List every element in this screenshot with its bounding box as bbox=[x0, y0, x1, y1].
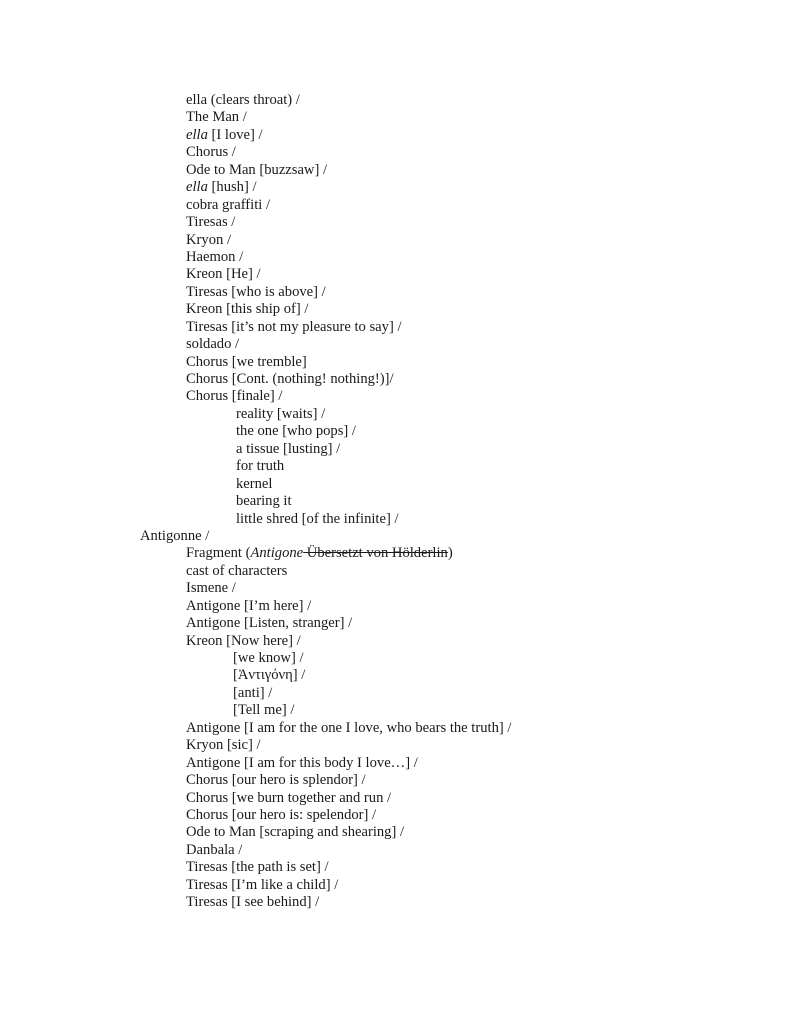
list-item bbox=[0, 336, 791, 353]
list-item bbox=[0, 807, 791, 824]
list-item bbox=[0, 877, 791, 894]
list-item bbox=[0, 772, 791, 789]
item-text: Haemon / bbox=[186, 248, 244, 265]
list-item bbox=[0, 388, 791, 405]
item-text: Kreon [He] / bbox=[186, 266, 261, 283]
item-text: Chorus / bbox=[186, 144, 236, 161]
item-text: Antigonne / bbox=[140, 527, 210, 544]
item-text: Chorus [we tremble] bbox=[186, 353, 307, 370]
item-text: Ode to Man [scraping and shearing] / bbox=[186, 824, 405, 841]
list-subitem bbox=[0, 685, 791, 702]
list-subitem bbox=[0, 650, 791, 667]
item-text: little shred [of the infinite] / bbox=[236, 510, 399, 527]
item-text: [hush] / bbox=[207, 179, 257, 196]
list-item bbox=[0, 214, 791, 231]
item-italic: ella bbox=[186, 179, 208, 196]
list-item bbox=[0, 755, 791, 772]
contents-list bbox=[0, 92, 791, 912]
item-text: Kreon [Now here] / bbox=[186, 632, 301, 649]
list-item bbox=[0, 580, 791, 597]
item-text: the one [who pops] / bbox=[236, 423, 356, 440]
list-item bbox=[0, 354, 791, 371]
list-item bbox=[0, 824, 791, 841]
list-item bbox=[0, 615, 791, 632]
list-item bbox=[0, 545, 791, 562]
list-item bbox=[0, 179, 791, 196]
list-item bbox=[0, 301, 791, 318]
list-item bbox=[0, 598, 791, 615]
list-item bbox=[0, 720, 791, 737]
item-text: Chorus [finale] / bbox=[186, 388, 283, 405]
item-text: Kryon / bbox=[186, 231, 231, 248]
item-text: soldado / bbox=[186, 336, 240, 353]
item-text: ella bbox=[186, 92, 208, 108]
item-text: Chorus [Cont. (nothing! nothing!)]/ bbox=[186, 371, 394, 387]
list-subitem bbox=[0, 406, 791, 423]
item-text: for truth bbox=[236, 458, 285, 475]
item-text: [Ἀντιγόνη] / bbox=[233, 667, 306, 684]
list-subitem bbox=[0, 423, 791, 440]
item-text: Antigone [I’m here] / bbox=[186, 597, 312, 614]
item-text: Fragment ( bbox=[186, 545, 251, 562]
item-text: Kryon [sic] / bbox=[186, 737, 261, 754]
item-text: Kreon [this ship of] / bbox=[186, 301, 309, 318]
item-text: Antigone [I am for this body I love…] / bbox=[186, 754, 418, 771]
item-text: (clears throat) / bbox=[207, 92, 300, 108]
item-italic: Antigone bbox=[250, 545, 304, 562]
list-subitem bbox=[0, 476, 791, 493]
item-text: Chorus [our hero is: spelendor] / bbox=[186, 806, 377, 823]
item-text: reality [waits] / bbox=[236, 405, 326, 422]
list-item bbox=[0, 737, 791, 754]
item-text: [anti] / bbox=[233, 684, 273, 701]
list-subitem bbox=[0, 458, 791, 475]
item-text: Ismene / bbox=[186, 580, 236, 597]
item-text: Antigone [Listen, stranger] / bbox=[186, 615, 353, 632]
item-text: Danbala / bbox=[186, 841, 243, 858]
item-text: [I love] / bbox=[207, 126, 263, 143]
list-subitem bbox=[0, 667, 791, 684]
list-item bbox=[0, 197, 791, 214]
item-italic: ella bbox=[186, 126, 208, 143]
item-text: The Man / bbox=[186, 109, 247, 126]
item-text: Antigone [I am for the one I love, who bears the truth] / bbox=[186, 719, 512, 736]
item-text: Tiresas / bbox=[186, 214, 236, 231]
item-text: ) bbox=[447, 545, 453, 562]
list-subitem bbox=[0, 441, 791, 458]
list-subitem bbox=[0, 511, 791, 528]
list-item bbox=[0, 109, 791, 126]
item-text: Tiresas [I’m like a child] / bbox=[186, 876, 339, 893]
item-text: kernel bbox=[236, 475, 273, 492]
list-item bbox=[0, 232, 791, 249]
list-item bbox=[0, 284, 791, 301]
list-item bbox=[0, 563, 791, 580]
item-text: Chorus [we burn together and run / bbox=[186, 789, 392, 806]
list-item bbox=[0, 319, 791, 336]
item-text: [we know] / bbox=[233, 650, 304, 666]
list-item bbox=[0, 371, 791, 388]
item-text: a tissue [lusting] / bbox=[236, 440, 341, 457]
list-item bbox=[0, 790, 791, 807]
list-subitem bbox=[0, 702, 791, 719]
item-text: Ode to Man [buzzsaw] / bbox=[186, 161, 328, 178]
item-text: cobra graffiti / bbox=[186, 196, 271, 213]
item-text: [Tell me] / bbox=[233, 702, 295, 719]
list-item bbox=[0, 859, 791, 876]
list-item bbox=[0, 266, 791, 283]
item-text: Tiresas [the path is set] / bbox=[186, 859, 329, 876]
item-text: cast of characters bbox=[186, 562, 288, 579]
struck-text: Übersetzt von Hölderlin bbox=[303, 545, 448, 562]
list-item bbox=[0, 144, 791, 161]
list-item bbox=[0, 127, 791, 144]
item-text: bearing it bbox=[236, 493, 292, 510]
item-text: Chorus [our hero is splendor] / bbox=[186, 772, 366, 789]
list-item bbox=[0, 162, 791, 179]
item-text: Tiresas [I see behind] / bbox=[186, 894, 320, 911]
list-item bbox=[0, 842, 791, 859]
list-item bbox=[0, 894, 791, 911]
list-item bbox=[0, 633, 791, 650]
item-text: Tiresas [who is above] / bbox=[186, 283, 326, 300]
section-heading bbox=[0, 528, 791, 545]
list-item bbox=[0, 249, 791, 266]
item-text: Tiresas [it’s not my pleasure to say] / bbox=[186, 318, 402, 335]
list-item bbox=[0, 92, 791, 109]
list-subitem bbox=[0, 493, 791, 510]
